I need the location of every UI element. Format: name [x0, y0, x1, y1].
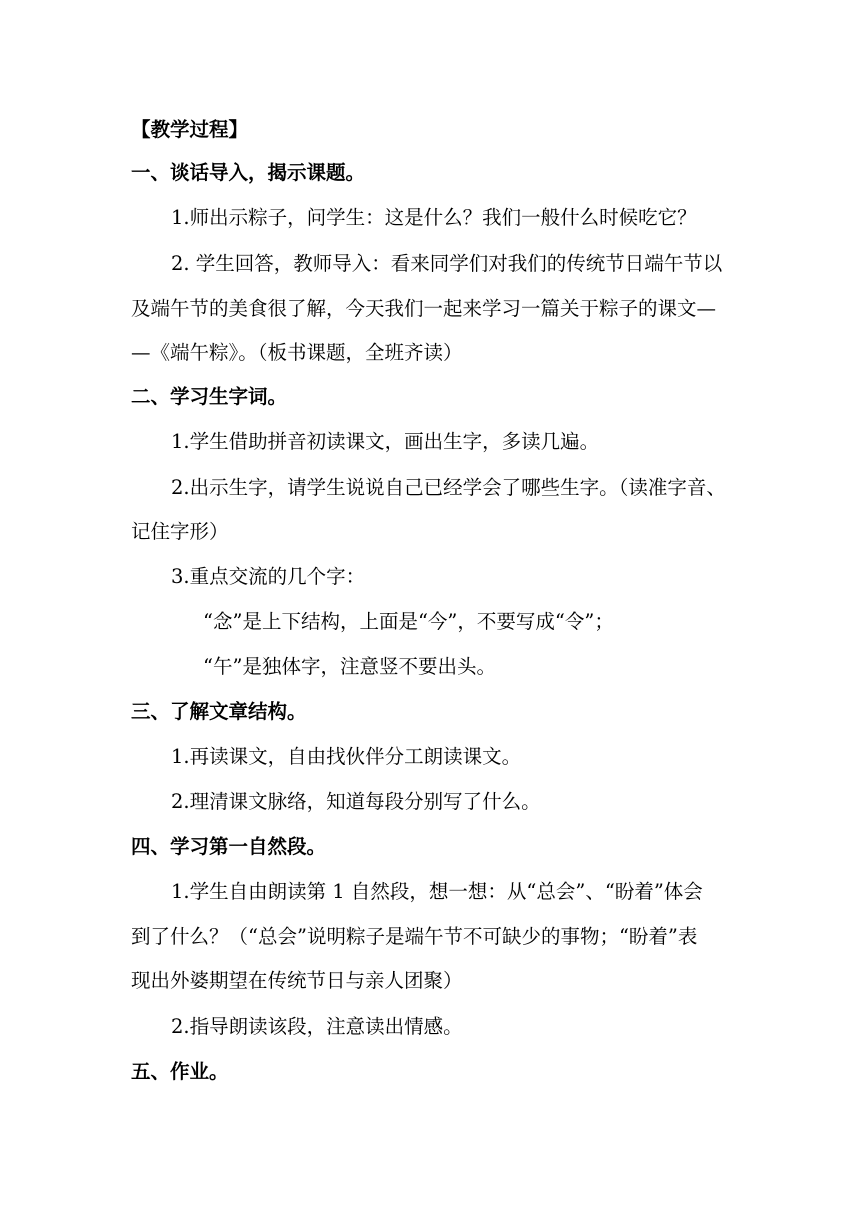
section-title-2: 二、学习生字词。	[131, 385, 288, 408]
paragraph-line: 及端午节的美食很了解，今天我们一起来学习一篇关于粽子的课文—	[131, 297, 717, 320]
section-title-3: 三、了解文章结构。	[131, 700, 307, 723]
paragraph-line: 现出外婆期望在传统节日与亲人团聚）	[131, 969, 463, 992]
section-title-4: 四、学习第一自然段。	[131, 835, 327, 858]
paragraph-line: 记住字形）	[131, 520, 229, 543]
paragraph-line: 2.指导朗读该段，注意读出情感。	[171, 1015, 463, 1038]
paragraph-line: 1.师出示粽子，问学生：这是什么？我们一般什么时候吃它？	[171, 206, 697, 229]
paragraph-line: 2.出示生字，请学生说说自己已经学会了哪些生字。（读准字音、	[171, 476, 726, 499]
page-heading: 【教学过程】	[131, 118, 249, 141]
paragraph-line: 1.学生借助拼音初读课文，画出生字，多读几遍。	[171, 430, 600, 453]
paragraph-line: 1.学生自由朗读第 1 自然段，想一想：从“总会”、“盼着”体会	[171, 880, 703, 903]
paragraph-line: “念”是上下结构，上面是“今”，不要写成“令”；	[203, 610, 614, 633]
section-title-5: 五、作业。	[131, 1060, 229, 1083]
paragraph-line: 3.重点交流的几个字：	[171, 565, 366, 588]
paragraph-line: 到了什么？（“总会”说明粽子是端午节不可缺少的事物；“盼着”表	[131, 925, 698, 948]
section-title-1: 一、谈话导入，揭示课题。	[131, 161, 366, 184]
paragraph-line: 1.再读课文，自由找伙伴分工朗读课文。	[171, 745, 522, 768]
paragraph-line: —《端午粽》。（板书课题，全班齐读）	[131, 341, 463, 364]
paragraph-line: “午”是独体字，注意竖不要出头。	[203, 655, 496, 678]
paragraph-line: 2. 学生回答，教师导入：看来同学们对我们的传统节日端午节以	[171, 252, 723, 275]
paragraph-line: 2.理清课文脉络，知道每段分别写了什么。	[171, 790, 541, 813]
